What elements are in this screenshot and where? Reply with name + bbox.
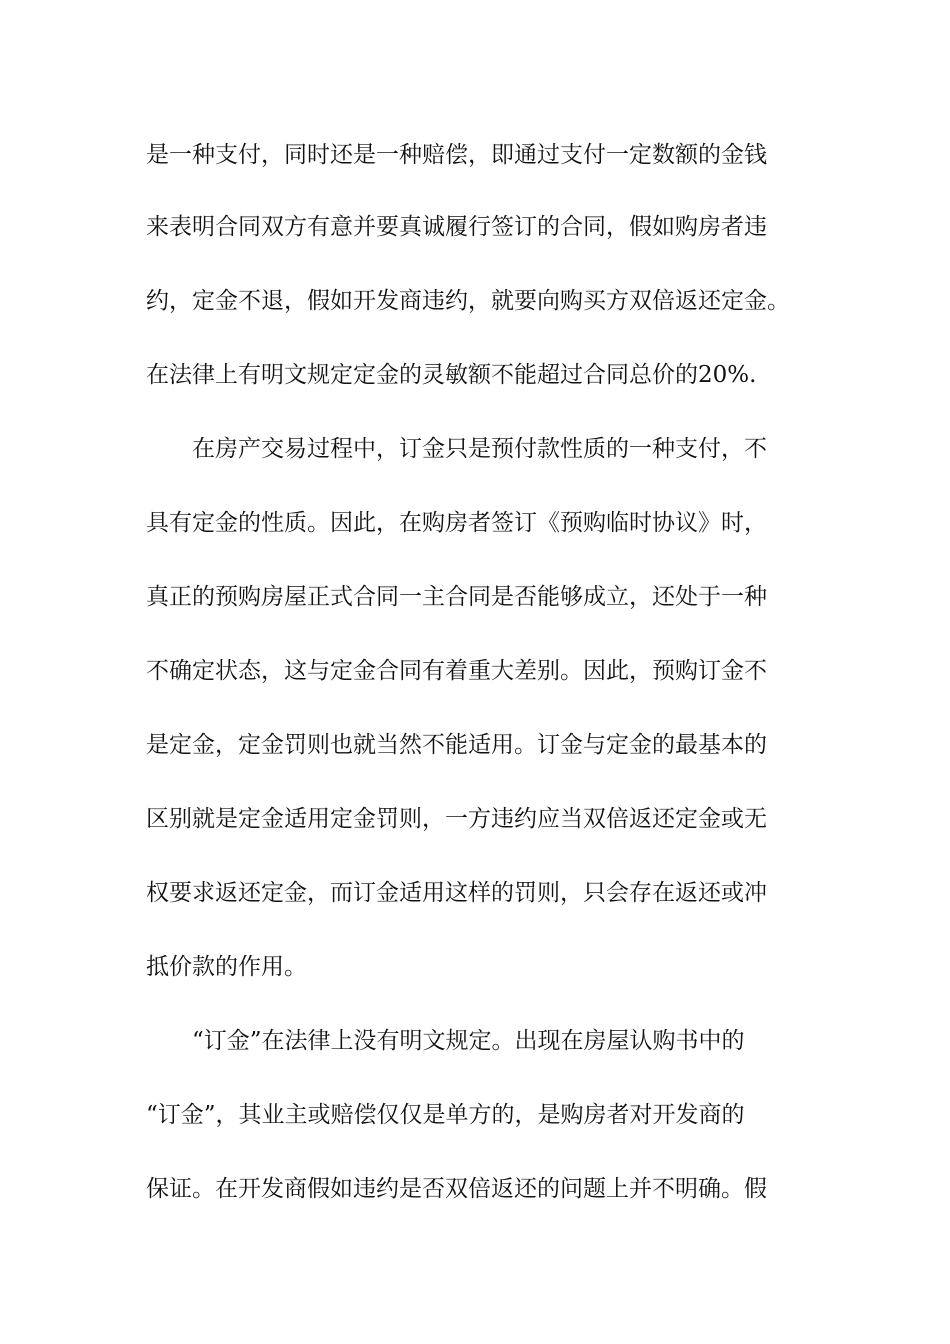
paragraph-2-line-1: 在房产交易过程中，订金只是预付款性质的一种支付，不	[192, 436, 767, 462]
paragraph-2-line-6: 区别就是定金适用定金罚则，一方违约应当双倍返还定金或无	[146, 806, 767, 832]
paragraph-2-line-4: 不确定状态，这与定金合同有着重大差别。因此，预购订金不	[146, 658, 767, 684]
paragraph-2-line-7: 权要求返还定金，而订金适用这样的罚则，只会存在返还或冲	[146, 880, 767, 906]
paragraph-1-line-3: 约，定金不退，假如开发商违约，就要向购买方双倍返还定金。	[146, 288, 790, 314]
paragraph-3-line-1: “订金”在法律上没有明文规定。出现在房屋认购书中的	[192, 1028, 745, 1054]
paragraph-3-line-2: “订金”，其业主或赔偿仅仅是单方的，是购房者对开发商的	[146, 1102, 745, 1128]
paragraph-1-line-2: 来表明合同双方有意并要真诚履行签订的合同，假如购房者违	[146, 214, 767, 240]
paragraph-1-line-4: 在法律上有明文规定定金的灵敏额不能超过合同总价的20%.	[146, 362, 757, 388]
paragraph-2-line-2: 具有定金的性质。因此，在购房者签订《预购临时协议》时，	[146, 510, 767, 536]
paragraph-2-line-5: 是定金，定金罚则也就当然不能适用。订金与定金的最基本的	[146, 732, 767, 758]
paragraph-2-line-8: 抵价款的作用。	[146, 954, 307, 980]
paragraph-2-line-3: 真正的预购房屋正式合同一主合同是否能够成立，还处于一种	[146, 584, 767, 610]
paragraph-3-line-3: 保证。在开发商假如违约是否双倍返还的问题上并不明确。假	[146, 1176, 767, 1202]
paragraph-1-line-1: 是一种支付，同时还是一种赔偿，即通过支付一定数额的金钱	[146, 142, 767, 168]
